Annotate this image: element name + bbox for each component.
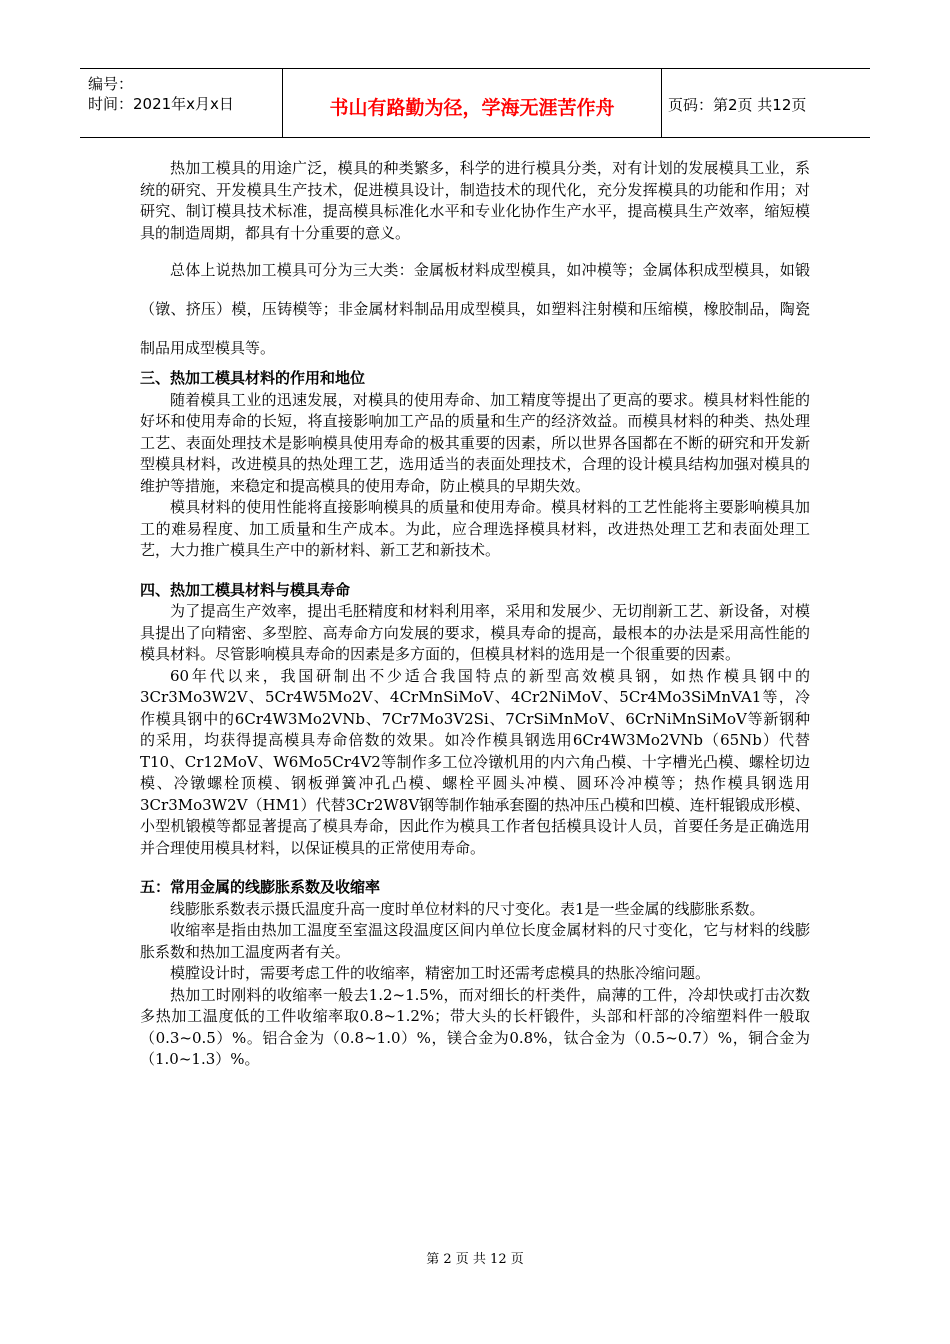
header-motto: 书山有路勤为径，学海无涯苦作舟 — [329, 97, 615, 119]
section-5-paragraph-2: 收缩率是指由热加工温度至室温这段温度区间内单位长度金属材料的尺寸变化，它与材料的线膨胀系数和热加工温度两者有关。 — [140, 921, 810, 961]
section-4-paragraph-2: 60年代以来，我国研制出不少适合我国特点的新型高效模具钢，如热作模具钢中的3Cr3Mo3W2V、5Cr4W5Mo2V、4CrMnSiMoV、4Cr2NiMoV、5Cr4Mo3SiMnVA1等，冷作模具钢中的6Cr4W3Mo2VNb、7Cr7Mo3V2Si、7CrSiMnMoV、6CrNiMnSiMoV等新钢种的采用，均获得提高模具寿命倍数的效果。如冷作模具钢选用6Cr4W3Mo2VNb（65Nb）代替T10、Cr12MoV、W6Mo5Cr4V2等制作多工位冷镦机用的内六角凸模、十字槽光凸模、螺栓切边模、冷镦螺栓顶模、钢板弹簧冲孔凸模、螺栓平圆头冲模、圆环冷冲模等；热作模具钢选用3Cr3Mo3W2V（HM1）代替3Cr2W8V钢等制作轴承套圈的热冲压凸模和凹模、连杆辊锻成形模、小型机锻模等都显著提高了模具寿命，因此作为模具工作者包括模具设计人员，首要任务是正确选用并合理使用模具材料，以保证模具的正常使用寿命。 — [140, 666, 810, 857]
header-motto-cell — [283, 69, 662, 137]
header-info-cell — [80, 69, 283, 137]
section-4-paragraph-1: 为了提高生产效率，提出毛胚精度和材料利用率，采用和发展少、无切削新工艺、新设备，对模具提出了向精密、多型腔、高寿命方向发展的要求，模具寿命的提高，最根本的办法是采用高性能的模具材料。尽管影响模具寿命的因素是多方面的，但模具材料的选用是一个很重要的因素。 — [140, 602, 810, 663]
page-header — [80, 68, 870, 138]
document-date: 时间：2021年x月x日 — [88, 95, 234, 113]
document-number-label: 编号： — [88, 75, 134, 93]
section-5-paragraph-3: 模膛设计时，需要考虑工件的收缩率，精密加工时还需考虑模具的热胀冷缩问题。 — [170, 964, 711, 982]
section-5-title: 五：常用金属的线膨胀系数及收缩率 — [140, 878, 381, 896]
page-footer: 第 2 页 共 12 页 — [426, 1252, 524, 1267]
section-3-paragraph-2: 模具材料的使用性能将直接影响模具的质量和使用寿命。模具材料的工艺性能将主要影响模具加工的难易程度、加工质量和生产成本。为此，应合理选择模具材料，改进热处理工艺和表面处理工艺，大力推广模具生产中的新材料、新工艺和新技术。 — [140, 498, 810, 559]
intro-paragraph-2: 总体上说热加工模具可分为三大类：金属板材料成型模具，如冲模等；金属体积成型模具，如锻（镦、挤压）模，压铸模等；非金属材料制品用成型模具，如塑料注射模和压缩模，橡胶制品，陶瓷制品用成型模具等。 — [140, 261, 810, 357]
section-3-title: 三、热加工模具材料的作用和地位 — [140, 369, 366, 387]
section-5-paragraph-1: 线膨胀系数表示摄氏温度升高一度时单位材料的尺寸变化。表1是一些金属的线膨胀系数。 — [170, 899, 765, 918]
header-page-info: 页码：第2页 共12页 — [668, 96, 807, 114]
intro-paragraph-1: 热加工模具的用途广泛，模具的种类繁多，科学的进行模具分类，对有计划的发展模具工业，系统的研究、开发模具生产技术，促进模具设计，制造技术的现代化，充分发挥模具的功能和作用；对研究、制订模具技术标准，提高模具标准化水平和专业化协作生产水平，提高模具生产效率，缩短模具的制造周期，都具有十分重要的意义。 — [140, 159, 810, 242]
section-3-paragraph-1: 随着模具工业的迅速发展，对模具的使用寿命、加工精度等提出了更高的要求。模具材料性能的好坏和使用寿命的长短，将直接影响加工产品的质量和生产的经济效益。而模具材料的种类、热处理工艺、表面处理技术是影响模具使用寿命的极其重要的因素，所以世界各国都在不断的研究和开发新型模具材料，改进模具的热处理工艺，选用适当的表面处理技术，合理的设计模具结构加强对模具的维护等措施，来稳定和提高模具的使用寿命，防止模具的早期失效。 — [140, 390, 810, 495]
document-body — [140, 158, 810, 1071]
header-page-cell — [662, 69, 870, 137]
section-4-title: 四、热加工模具材料与模具寿命 — [140, 580, 351, 599]
section-5-paragraph-4: 热加工时刚料的收缩率一般去1.2~1.5%，而对细长的杆类件，扁薄的工件，冷却快或打击次数多热加工温度低的工件收缩率取0.8~1.2%；带大头的长杆锻件，头部和杆部的冷缩塑料件一般取（0.3~0.5）%。铝合金为（0.8~1.0）%，镁合金为0.8%，钛合金为（0.5~0.7）%，铜合金为（1.0~1.3）%。 — [140, 985, 810, 1068]
